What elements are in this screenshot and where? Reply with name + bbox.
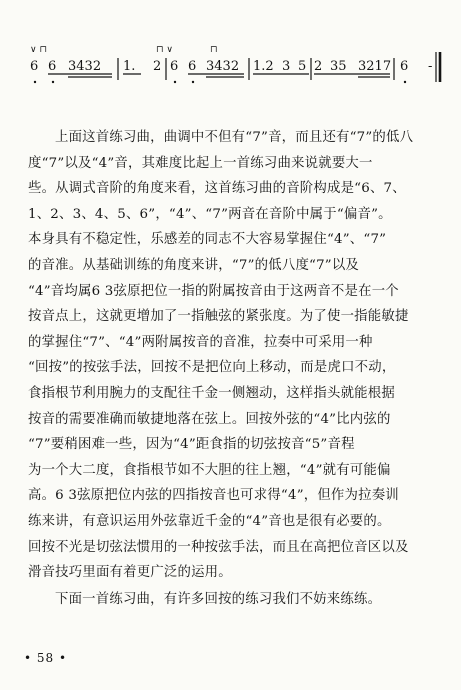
score-note: 3217 <box>358 59 392 74</box>
score-note: 1. <box>123 59 136 74</box>
score-note: 5 <box>298 59 307 74</box>
score-note: 1.2 <box>253 59 274 74</box>
score-note: 6 <box>30 59 39 74</box>
text-line: 本身具有不稳定性，乐感差的同志不大容易掌握住“4”、“7” <box>28 232 387 248</box>
text-line: 上面这首练习曲，曲调中不但有“7”音，而且还有“7”的低八 <box>55 130 414 145</box>
paragraph <box>28 125 440 586</box>
page-number: • 58 • <box>24 651 68 665</box>
bowing-mark: ∨ ⊓ <box>30 45 47 55</box>
text-line: 1、2、3、4、5、6”，“4”、“7”两音在音阶中属于“偏音”。 <box>28 206 392 222</box>
text-line: 高。6 3弦原把位内弦的四指按音也可求得“4”，但作为拉奏训 <box>28 488 399 504</box>
text-line: 滑音技巧里面有着更广泛的运用。 <box>28 565 232 581</box>
text-line: 按音点上，这就更增加了一指触弦的紧张度。为了使一指能敏捷 <box>28 309 409 325</box>
text-line: 的掌握住“7”、“4”两附属按音的音准，拉奏中可采用一种 <box>28 334 373 350</box>
text-line: 为一个大二度，食指根节如不大胆的往上翘，“4”就有可能偏 <box>28 462 391 478</box>
music-score <box>28 38 444 110</box>
score-barlines <box>118 52 440 82</box>
article-body <box>28 125 440 612</box>
score-note: - <box>428 59 433 74</box>
score-note: 3432 <box>206 59 240 74</box>
text-line: 些。从调式音阶的角度来看，这首练习曲的音阶构成是“6、7、 <box>28 181 406 197</box>
score-note: 35 <box>330 59 347 74</box>
bowing-mark: ⊓ ∨ <box>156 45 173 55</box>
score-underlines <box>48 74 390 77</box>
text-line: 练来讲，有意识运用外弦靠近千金的“4”音也是很有必要的。 <box>28 513 391 529</box>
score-note: 6 <box>188 59 197 74</box>
score-note: 6 <box>170 59 179 74</box>
text-line: “回按”的按弦手法，回按不是把位向上移动，而是虎口不动， <box>28 360 396 376</box>
text-line: “7”要稍困难一些，因为“4”距食指的切弦按音“5”音程 <box>28 437 355 453</box>
text-line: 食指根节利用腕力的支配往千金一侧翘动，这样指头就能根据 <box>28 385 395 401</box>
score-note: 6 <box>48 59 57 74</box>
score-note: 3 <box>282 59 291 74</box>
text-line: 按音的需要准确而敏捷地落在弦上。回按外弦的“4”比内弦的 <box>28 411 391 427</box>
text-line: 回按不光是切弦法惯用的一种按弦手法，而且在高把位音区以及 <box>28 539 409 555</box>
bowing-mark: ⊓ <box>210 45 218 55</box>
score-note: 2 <box>153 59 162 74</box>
score-staff <box>28 38 444 110</box>
text-line: “4”音均属6 3弦原把位一指的附属按音由于这两音不是在一个 <box>28 283 399 299</box>
text-line: 度“7”以及“4”音，其难度比起上一首练习曲来说就要大一 <box>28 155 373 171</box>
text-line: 下面一首练习曲，有许多回按的练习我们不妨来练练。 <box>55 591 382 607</box>
score-note: 2 <box>314 59 323 74</box>
score-note: 6 <box>400 59 409 74</box>
paragraph <box>28 587 440 613</box>
score-note: 3432 <box>68 59 102 74</box>
text-line: 的音准。从基础训练的角度来讲，“7”的低八度“7”以及 <box>28 257 360 273</box>
score-dots <box>34 81 406 83</box>
